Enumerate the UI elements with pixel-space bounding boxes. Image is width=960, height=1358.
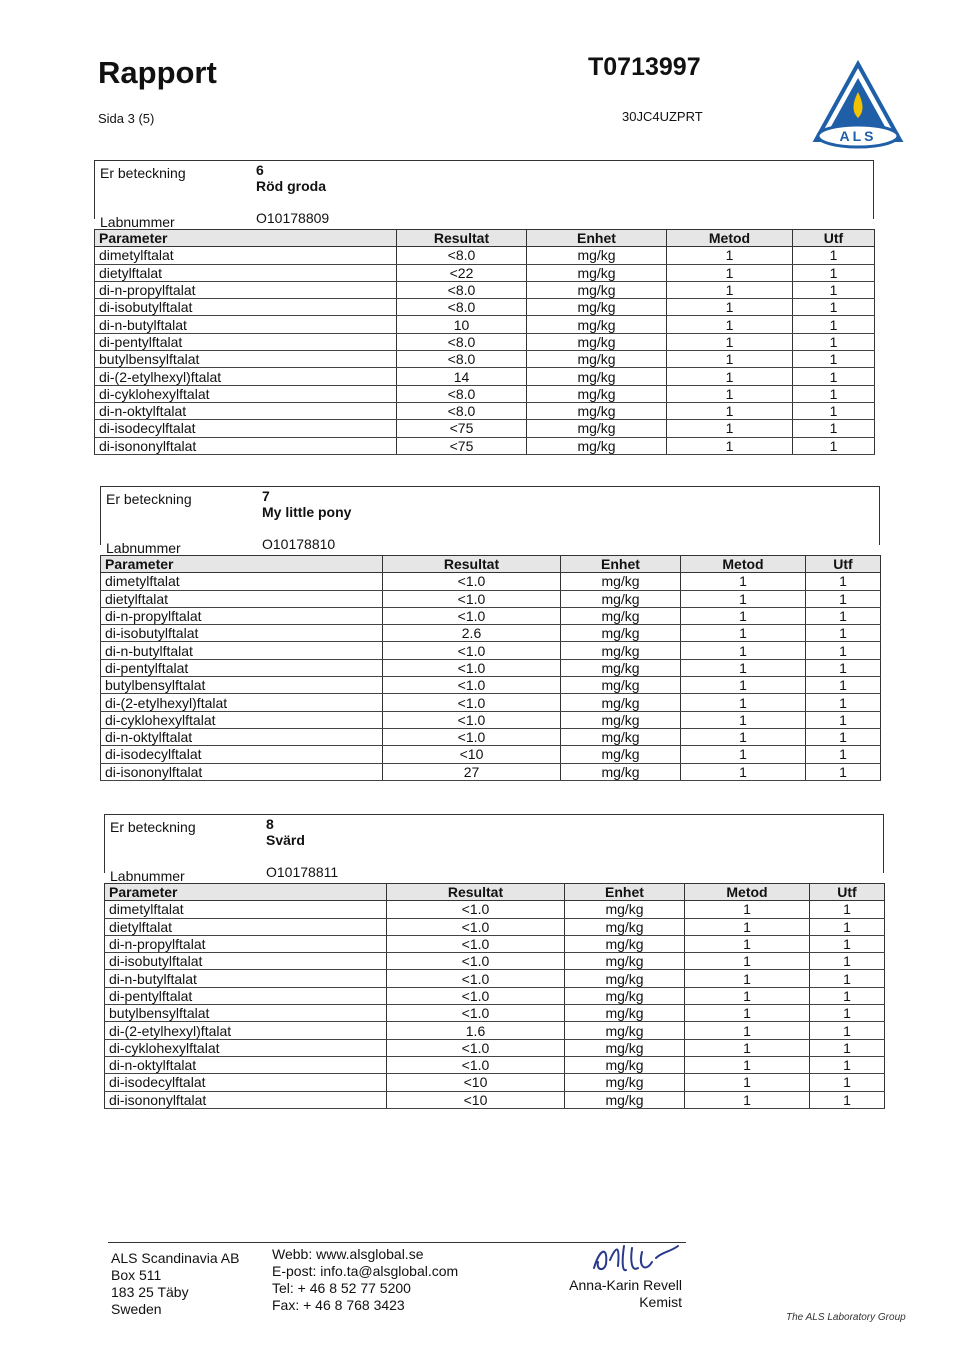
report-number: T0713997 bbox=[588, 53, 701, 81]
parameter-cell: di-isononylftalat bbox=[95, 437, 397, 454]
table-header-row bbox=[95, 230, 875, 247]
result-cell: <1.0 bbox=[383, 590, 561, 607]
utf-cell: 1 bbox=[806, 763, 881, 780]
method-cell: 1 bbox=[667, 351, 793, 368]
parameter-cell: di-n-oktylftalat bbox=[95, 402, 397, 419]
method-cell: 1 bbox=[667, 333, 793, 350]
utf-cell: 1 bbox=[810, 918, 885, 935]
postal-city: 183 25 Täby bbox=[111, 1284, 189, 1300]
fax-number: Fax: + 46 8 768 3423 bbox=[272, 1297, 405, 1313]
table-header-row bbox=[105, 884, 885, 901]
signature-icon bbox=[586, 1238, 686, 1280]
table-row bbox=[105, 953, 885, 970]
column-header-method: Metod bbox=[685, 884, 810, 901]
table-row bbox=[105, 1039, 885, 1056]
sample-frame bbox=[94, 160, 874, 219]
unit-cell: mg/kg bbox=[565, 987, 685, 1004]
table-row bbox=[95, 420, 875, 437]
results-table bbox=[104, 883, 885, 1109]
column-header-parameter: Parameter bbox=[101, 556, 383, 573]
parameter-cell: dietylftalat bbox=[105, 918, 387, 935]
table-row bbox=[105, 987, 885, 1004]
unit-cell: mg/kg bbox=[561, 711, 681, 728]
utf-cell: 1 bbox=[793, 351, 875, 368]
parameter-cell: di-n-butylftalat bbox=[101, 642, 383, 659]
company-address bbox=[111, 1250, 239, 1318]
utf-cell: 1 bbox=[793, 281, 875, 298]
designation-label: Er beteckning bbox=[106, 491, 192, 507]
unit-cell: mg/kg bbox=[565, 970, 685, 987]
table-row bbox=[105, 901, 885, 918]
column-header-utf: Utf bbox=[806, 556, 881, 573]
method-cell: 1 bbox=[667, 281, 793, 298]
method-cell: 1 bbox=[685, 1074, 810, 1091]
utf-cell: 1 bbox=[810, 970, 885, 987]
lab-number-label: Labnummer bbox=[110, 868, 185, 884]
method-cell: 1 bbox=[667, 402, 793, 419]
table-row bbox=[101, 625, 881, 642]
result-cell: <10 bbox=[383, 746, 561, 763]
column-header-result: Resultat bbox=[383, 556, 561, 573]
column-header-method: Metod bbox=[667, 230, 793, 247]
phone-number: Tel: + 46 8 52 77 5200 bbox=[272, 1280, 411, 1296]
table-row bbox=[95, 437, 875, 454]
utf-cell: 1 bbox=[793, 368, 875, 385]
result-cell: <1.0 bbox=[387, 1056, 565, 1073]
company-contact bbox=[272, 1246, 458, 1314]
table-row bbox=[101, 694, 881, 711]
parameter-cell: di-n-butylftalat bbox=[105, 970, 387, 987]
result-cell: <1.0 bbox=[387, 987, 565, 1004]
table-row bbox=[105, 1074, 885, 1091]
unit-cell: mg/kg bbox=[565, 901, 685, 918]
table-row bbox=[95, 402, 875, 419]
lab-number-label: Labnummer bbox=[100, 214, 175, 230]
utf-cell: 1 bbox=[806, 642, 881, 659]
method-cell: 1 bbox=[685, 970, 810, 987]
lab-number: O10178811 bbox=[266, 864, 339, 880]
table-row bbox=[105, 1005, 885, 1022]
unit-cell: mg/kg bbox=[527, 420, 667, 437]
method-cell: 1 bbox=[681, 659, 806, 676]
designation-label: Er beteckning bbox=[110, 819, 196, 835]
table-row bbox=[105, 1056, 885, 1073]
table-row bbox=[95, 351, 875, 368]
parameter-cell: butylbensylftalat bbox=[101, 677, 383, 694]
unit-cell: mg/kg bbox=[527, 333, 667, 350]
utf-cell: 1 bbox=[810, 1074, 885, 1091]
method-cell: 1 bbox=[681, 642, 806, 659]
utf-cell: 1 bbox=[793, 264, 875, 281]
utf-cell: 1 bbox=[806, 711, 881, 728]
unit-cell: mg/kg bbox=[527, 299, 667, 316]
reference-code: 30JC4UZPRT bbox=[622, 109, 703, 124]
logo-text: ALS bbox=[839, 128, 877, 144]
unit-cell: mg/kg bbox=[527, 264, 667, 281]
unit-cell: mg/kg bbox=[561, 694, 681, 711]
lab-number: O10178810 bbox=[262, 536, 336, 552]
utf-cell: 1 bbox=[806, 728, 881, 745]
sample-name: Svärd bbox=[266, 832, 305, 848]
table-row bbox=[95, 281, 875, 298]
table-row bbox=[95, 247, 875, 264]
parameter-cell: di-(2-etylhexyl)ftalat bbox=[95, 368, 397, 385]
column-header-unit: Enhet bbox=[561, 556, 681, 573]
result-cell: <10 bbox=[387, 1091, 565, 1108]
table-row bbox=[101, 746, 881, 763]
parameter-cell: butylbensylftalat bbox=[95, 351, 397, 368]
utf-cell: 1 bbox=[806, 677, 881, 694]
column-header-unit: Enhet bbox=[565, 884, 685, 901]
parameter-cell: di-(2-etylhexyl)ftalat bbox=[105, 1022, 387, 1039]
method-cell: 1 bbox=[681, 607, 806, 624]
utf-cell: 1 bbox=[810, 901, 885, 918]
utf-cell: 1 bbox=[806, 746, 881, 763]
result-cell: <1.0 bbox=[383, 642, 561, 659]
result-cell: <1.0 bbox=[383, 677, 561, 694]
result-cell: <8.0 bbox=[397, 385, 527, 402]
table-row bbox=[101, 607, 881, 624]
utf-cell: 1 bbox=[793, 437, 875, 454]
table-row bbox=[105, 1091, 885, 1108]
method-cell: 1 bbox=[681, 625, 806, 642]
table-row bbox=[101, 590, 881, 607]
unit-cell: mg/kg bbox=[561, 659, 681, 676]
result-cell: <1.0 bbox=[387, 918, 565, 935]
utf-cell: 1 bbox=[793, 420, 875, 437]
method-cell: 1 bbox=[685, 1039, 810, 1056]
parameter-cell: di-cyklohexylftalat bbox=[105, 1039, 387, 1056]
parameter-cell: butylbensylftalat bbox=[105, 1005, 387, 1022]
unit-cell: mg/kg bbox=[527, 368, 667, 385]
column-header-result: Resultat bbox=[387, 884, 565, 901]
unit-cell: mg/kg bbox=[527, 247, 667, 264]
unit-cell: mg/kg bbox=[565, 935, 685, 952]
result-cell: <1.0 bbox=[387, 970, 565, 987]
method-cell: 1 bbox=[681, 590, 806, 607]
parameter-cell: dietylftalat bbox=[95, 264, 397, 281]
unit-cell: mg/kg bbox=[561, 642, 681, 659]
unit-cell: mg/kg bbox=[565, 918, 685, 935]
column-header-method: Metod bbox=[681, 556, 806, 573]
unit-cell: mg/kg bbox=[527, 316, 667, 333]
result-cell: <75 bbox=[397, 437, 527, 454]
column-header-parameter: Parameter bbox=[95, 230, 397, 247]
unit-cell: mg/kg bbox=[527, 437, 667, 454]
result-cell: <1.0 bbox=[387, 953, 565, 970]
utf-cell: 1 bbox=[806, 659, 881, 676]
unit-cell: mg/kg bbox=[565, 1091, 685, 1108]
table-row bbox=[95, 299, 875, 316]
parameter-cell: di-n-propylftalat bbox=[95, 281, 397, 298]
parameter-cell: di-n-butylftalat bbox=[95, 316, 397, 333]
utf-cell: 1 bbox=[810, 1056, 885, 1073]
result-cell: <10 bbox=[387, 1074, 565, 1091]
method-cell: 1 bbox=[667, 385, 793, 402]
method-cell: 1 bbox=[685, 918, 810, 935]
parameter-cell: di-isodecylftalat bbox=[101, 746, 383, 763]
table-row bbox=[101, 642, 881, 659]
parameter-cell: di-isononylftalat bbox=[105, 1091, 387, 1108]
result-cell: 27 bbox=[383, 763, 561, 780]
signatory bbox=[560, 1277, 682, 1311]
result-cell: <1.0 bbox=[387, 901, 565, 918]
parameter-cell: di-isobutylftalat bbox=[101, 625, 383, 642]
utf-cell: 1 bbox=[806, 590, 881, 607]
method-cell: 1 bbox=[667, 247, 793, 264]
table-row bbox=[101, 711, 881, 728]
result-cell: <1.0 bbox=[383, 659, 561, 676]
utf-cell: 1 bbox=[793, 299, 875, 316]
table-row bbox=[95, 368, 875, 385]
unit-cell: mg/kg bbox=[561, 573, 681, 590]
utf-cell: 1 bbox=[806, 607, 881, 624]
page-indicator: Sida 3 (5) bbox=[98, 111, 155, 126]
parameter-cell: di-isobutylftalat bbox=[105, 953, 387, 970]
result-cell: <1.0 bbox=[383, 728, 561, 745]
postbox: Box 511 bbox=[111, 1267, 162, 1283]
method-cell: 1 bbox=[667, 299, 793, 316]
parameter-cell: di-isodecylftalat bbox=[95, 420, 397, 437]
method-cell: 1 bbox=[667, 316, 793, 333]
result-cell: 14 bbox=[397, 368, 527, 385]
designation-label: Er beteckning bbox=[100, 165, 186, 181]
unit-cell: mg/kg bbox=[565, 1074, 685, 1091]
table-row bbox=[95, 385, 875, 402]
table-row bbox=[101, 677, 881, 694]
result-cell: <1.0 bbox=[383, 711, 561, 728]
results-table bbox=[100, 555, 881, 781]
sample-name: My little pony bbox=[262, 504, 352, 520]
column-header-parameter: Parameter bbox=[105, 884, 387, 901]
method-cell: 1 bbox=[681, 694, 806, 711]
method-cell: 1 bbox=[681, 573, 806, 590]
result-cell: <8.0 bbox=[397, 351, 527, 368]
result-cell: <1.0 bbox=[383, 573, 561, 590]
unit-cell: mg/kg bbox=[527, 402, 667, 419]
result-cell: <8.0 bbox=[397, 333, 527, 350]
unit-cell: mg/kg bbox=[565, 953, 685, 970]
country: Sweden bbox=[111, 1301, 162, 1317]
table-row bbox=[95, 316, 875, 333]
unit-cell: mg/kg bbox=[527, 281, 667, 298]
unit-cell: mg/kg bbox=[561, 607, 681, 624]
signer-name: Anna-Karin Revell bbox=[569, 1277, 682, 1293]
result-cell: <1.0 bbox=[383, 607, 561, 624]
method-cell: 1 bbox=[667, 368, 793, 385]
parameter-cell: di-(2-etylhexyl)ftalat bbox=[101, 694, 383, 711]
results-table bbox=[94, 229, 875, 455]
unit-cell: mg/kg bbox=[561, 625, 681, 642]
utf-cell: 1 bbox=[810, 987, 885, 1004]
method-cell: 1 bbox=[681, 728, 806, 745]
utf-cell: 1 bbox=[806, 694, 881, 711]
unit-cell: mg/kg bbox=[565, 1039, 685, 1056]
unit-cell: mg/kg bbox=[561, 590, 681, 607]
table-row bbox=[95, 333, 875, 350]
utf-cell: 1 bbox=[810, 935, 885, 952]
unit-cell: mg/kg bbox=[527, 351, 667, 368]
utf-cell: 1 bbox=[810, 1005, 885, 1022]
result-cell: <8.0 bbox=[397, 299, 527, 316]
result-cell: <8.0 bbox=[397, 402, 527, 419]
sample-number: 6 bbox=[256, 162, 264, 178]
parameter-cell: di-n-oktylftalat bbox=[105, 1056, 387, 1073]
parameter-cell: di-n-propylftalat bbox=[101, 607, 383, 624]
result-cell: 2.6 bbox=[383, 625, 561, 642]
sample-frame bbox=[100, 486, 880, 545]
result-cell: <1.0 bbox=[383, 694, 561, 711]
table-row bbox=[105, 918, 885, 935]
column-header-result: Resultat bbox=[397, 230, 527, 247]
method-cell: 1 bbox=[667, 264, 793, 281]
parameter-cell: di-isodecylftalat bbox=[105, 1074, 387, 1091]
method-cell: 1 bbox=[681, 711, 806, 728]
sample-number: 7 bbox=[262, 488, 270, 504]
column-header-utf: Utf bbox=[810, 884, 885, 901]
table-row bbox=[101, 728, 881, 745]
utf-cell: 1 bbox=[806, 573, 881, 590]
group-note: The ALS Laboratory Group bbox=[786, 1312, 906, 1323]
report-title: Rapport bbox=[98, 55, 217, 90]
parameter-cell: di-pentylftalat bbox=[101, 659, 383, 676]
result-cell: <22 bbox=[397, 264, 527, 281]
parameter-cell: di-isononylftalat bbox=[101, 763, 383, 780]
column-header-utf: Utf bbox=[793, 230, 875, 247]
method-cell: 1 bbox=[681, 677, 806, 694]
table-row bbox=[95, 264, 875, 281]
method-cell: 1 bbox=[667, 437, 793, 454]
result-cell: <1.0 bbox=[387, 1005, 565, 1022]
unit-cell: mg/kg bbox=[527, 385, 667, 402]
result-cell: <8.0 bbox=[397, 247, 527, 264]
website-link[interactable]: Webb: www.alsglobal.se bbox=[272, 1246, 424, 1262]
table-row bbox=[105, 970, 885, 987]
company-name: ALS Scandinavia AB bbox=[111, 1250, 240, 1266]
utf-cell: 1 bbox=[793, 333, 875, 350]
result-cell: <1.0 bbox=[387, 1039, 565, 1056]
result-cell: 1.6 bbox=[387, 1022, 565, 1039]
unit-cell: mg/kg bbox=[565, 1056, 685, 1073]
parameter-cell: di-n-propylftalat bbox=[105, 935, 387, 952]
method-cell: 1 bbox=[685, 1022, 810, 1039]
unit-cell: mg/kg bbox=[561, 677, 681, 694]
parameter-cell: di-cyklohexylftalat bbox=[101, 711, 383, 728]
method-cell: 1 bbox=[681, 746, 806, 763]
result-cell: <75 bbox=[397, 420, 527, 437]
table-row bbox=[101, 763, 881, 780]
method-cell: 1 bbox=[667, 420, 793, 437]
lab-number: O10178809 bbox=[256, 210, 330, 226]
utf-cell: 1 bbox=[793, 247, 875, 264]
utf-cell: 1 bbox=[810, 1022, 885, 1039]
utf-cell: 1 bbox=[793, 316, 875, 333]
unit-cell: mg/kg bbox=[565, 1005, 685, 1022]
unit-cell: mg/kg bbox=[561, 763, 681, 780]
utf-cell: 1 bbox=[810, 953, 885, 970]
utf-cell: 1 bbox=[793, 402, 875, 419]
utf-cell: 1 bbox=[810, 1091, 885, 1108]
unit-cell: mg/kg bbox=[561, 728, 681, 745]
parameter-cell: di-pentylftalat bbox=[95, 333, 397, 350]
result-cell: <8.0 bbox=[397, 281, 527, 298]
als-logo-icon bbox=[812, 60, 904, 152]
parameter-cell: dietylftalat bbox=[101, 590, 383, 607]
parameter-cell: di-isobutylftalat bbox=[95, 299, 397, 316]
table-row bbox=[101, 573, 881, 590]
column-header-unit: Enhet bbox=[527, 230, 667, 247]
method-cell: 1 bbox=[685, 901, 810, 918]
signer-role: Kemist bbox=[639, 1294, 682, 1310]
sample-frame bbox=[104, 814, 884, 873]
parameter-cell: di-pentylftalat bbox=[105, 987, 387, 1004]
utf-cell: 1 bbox=[806, 625, 881, 642]
lab-number-label: Labnummer bbox=[106, 540, 181, 556]
method-cell: 1 bbox=[685, 1005, 810, 1022]
parameter-cell: dimetylftalat bbox=[101, 573, 383, 590]
parameter-cell: di-cyklohexylftalat bbox=[95, 385, 397, 402]
method-cell: 1 bbox=[685, 935, 810, 952]
method-cell: 1 bbox=[685, 987, 810, 1004]
email-link[interactable]: E-post: info.ta@alsglobal.com bbox=[272, 1263, 459, 1279]
utf-cell: 1 bbox=[793, 385, 875, 402]
unit-cell: mg/kg bbox=[565, 1022, 685, 1039]
sample-number: 8 bbox=[266, 816, 274, 832]
utf-cell: 1 bbox=[810, 1039, 885, 1056]
method-cell: 1 bbox=[685, 1091, 810, 1108]
method-cell: 1 bbox=[685, 953, 810, 970]
result-cell: <1.0 bbox=[387, 935, 565, 952]
parameter-cell: di-n-oktylftalat bbox=[101, 728, 383, 745]
table-header-row bbox=[101, 556, 881, 573]
method-cell: 1 bbox=[681, 763, 806, 780]
table-row bbox=[105, 935, 885, 952]
result-cell: 10 bbox=[397, 316, 527, 333]
parameter-cell: dimetylftalat bbox=[105, 901, 387, 918]
sample-name: Röd groda bbox=[256, 178, 326, 194]
table-row bbox=[105, 1022, 885, 1039]
method-cell: 1 bbox=[685, 1056, 810, 1073]
table-row bbox=[101, 659, 881, 676]
unit-cell: mg/kg bbox=[561, 746, 681, 763]
parameter-cell: dimetylftalat bbox=[95, 247, 397, 264]
